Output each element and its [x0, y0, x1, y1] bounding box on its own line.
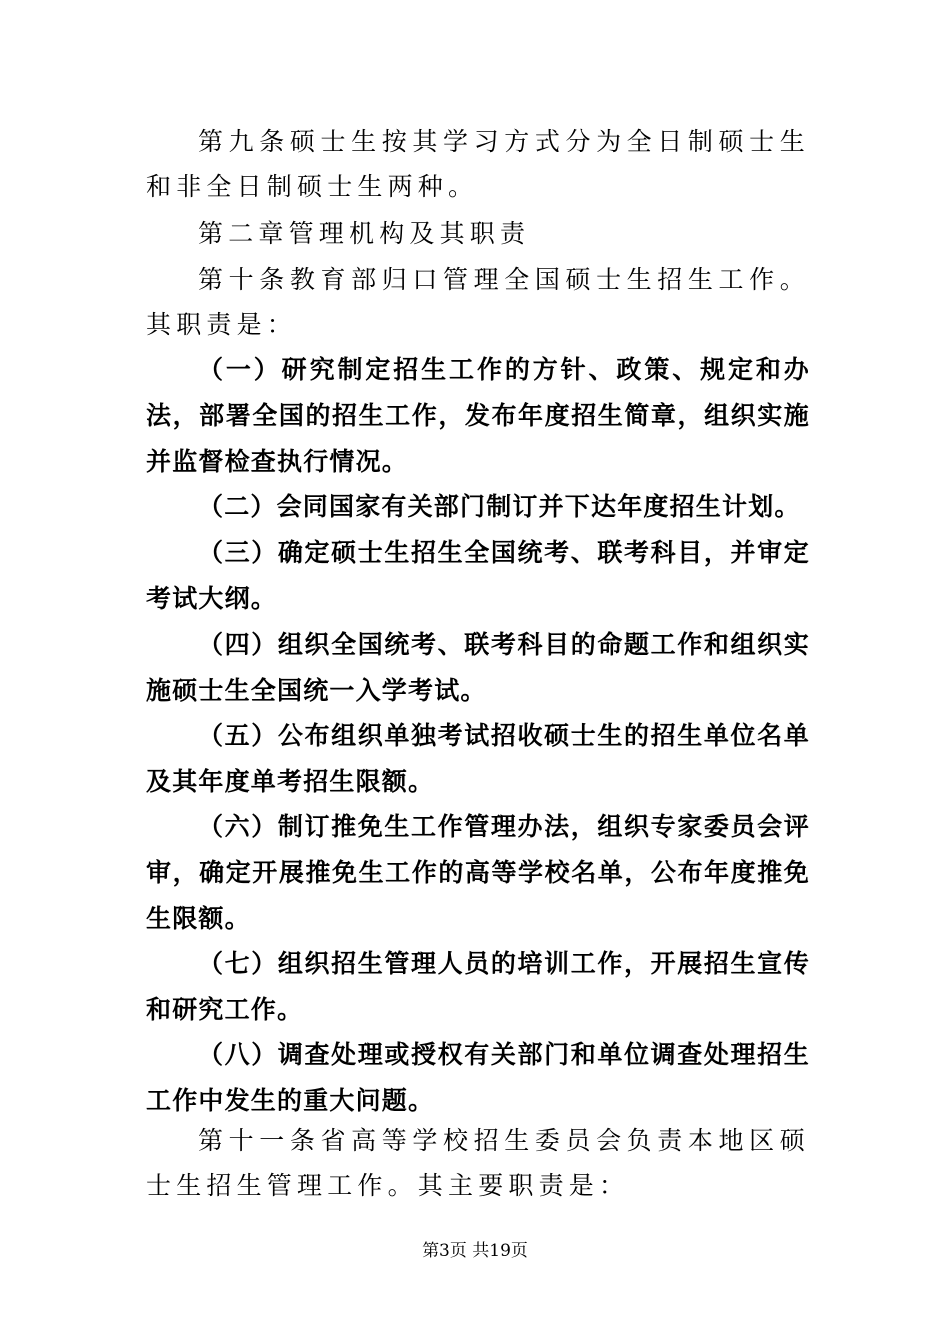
- article-9-paragraph: 第九条硕士生按其学习方式分为全日制硕士生和非全日制硕士生两种。: [146, 127, 810, 201]
- page-footer: 第3页 共19页: [422, 1241, 528, 1261]
- duty-item-1: （一）研究制定招生工作的方针、政策、规定和办法，部署全国的招生工作，发布年度招生简章，组织实施并监督检查执行情况。: [146, 355, 810, 476]
- duty-item-2: （二）会同国家有关部门制订并下达年度招生计划。: [198, 492, 801, 521]
- duty-item-4: （四）组织全国统考、联考科目的命题工作和组织实施硕士生全国统一入学考试。: [146, 630, 810, 705]
- article-10-paragraph: 第十条教育部归口管理全国硕士生招生工作。其职责是：: [146, 265, 810, 339]
- duty-item-7: （七）组织招生管理人员的培训工作，开展招生宣传和研究工作。: [146, 949, 810, 1024]
- duty-item-5: （五）公布组织单独考试招收硕士生的招生单位名单及其年度单考招生限额。: [146, 721, 810, 796]
- duty-item-3: （三）确定硕士生招生全国统考、联考科目，并审定考试大纲。: [146, 538, 810, 613]
- chapter-2-heading: 第二章管理机构及其职责: [198, 219, 531, 248]
- article-11-paragraph: 第十一条省高等学校招生委员会负责本地区硕士生招生管理工作。其主要职责是：: [146, 1126, 810, 1200]
- duty-item-8: （八）调查处理或授权有关部门和单位调查处理招生工作中发生的重大问题。: [146, 1040, 810, 1115]
- duty-item-6: （六）制订推免生工作管理办法，组织专家委员会评审，确定开展推免生工作的高等学校名单，公布年度推免生限额。: [146, 812, 810, 933]
